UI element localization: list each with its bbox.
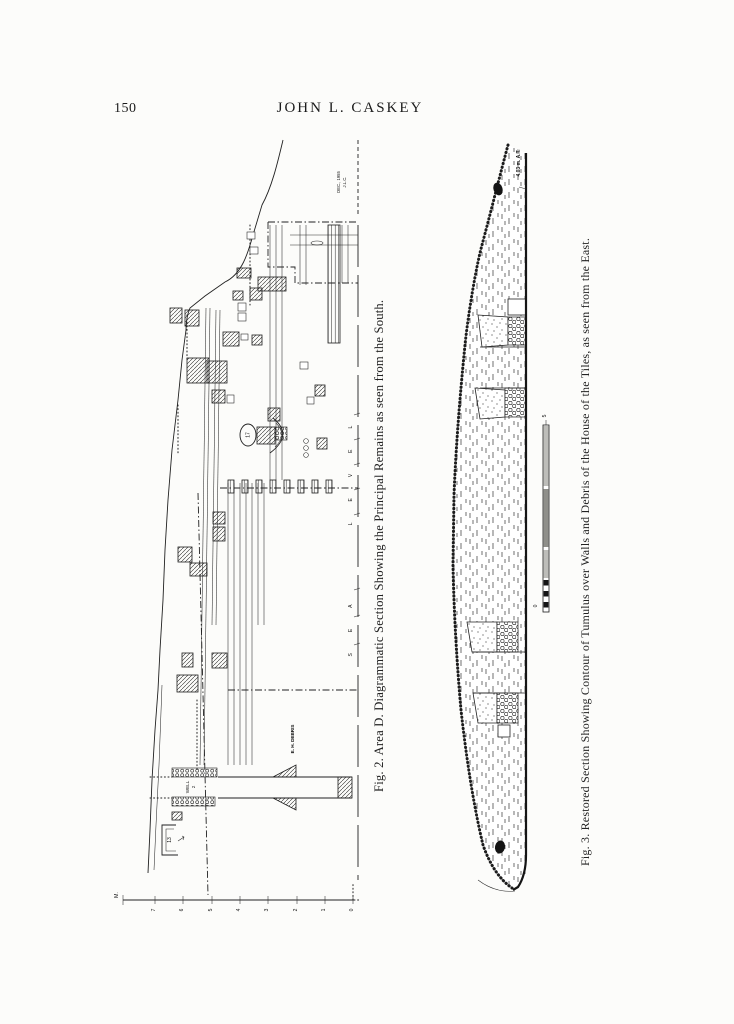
figure2-caption: Fig. 2. Area D. Diagrammatic Section Showing the Principal Remains as seen from the South. [372,299,386,792]
well-number-label: 2 [191,785,196,789]
sea-level-line [348,140,360,880]
block-13-label: 13 [167,837,173,843]
ground-contour [148,140,283,873]
well [150,725,352,810]
level-label: LEVEL [348,404,354,526]
scale-tick-3: 3 [264,908,270,912]
date-label: DEC., 1955 [336,171,341,193]
scale-top-label: 5 [542,414,548,418]
scale-tick-1: 1 [321,908,327,912]
scale-tick-0: 0 [349,908,355,912]
figure2-drawing [110,125,365,925]
block-17-label: 17 [245,432,252,438]
running-head: JOHN L. CASKEY [276,100,424,116]
figure3-drawing [420,135,565,910]
pillar-row [228,480,332,493]
scale-bottom-label: 0 [533,604,539,608]
well-label: WELL [185,780,190,794]
elevation-scale [114,883,360,911]
debris-label: E. H. DEBRIS [290,724,295,754]
initials-label: J.L.C. [342,176,347,188]
page-number: 150 [114,101,137,116]
scale-tick-6: 6 [179,908,185,912]
tumulus-debris-fill [453,145,526,888]
sea-label: SEA [348,583,354,657]
elevation-label: 4.03 m. A.T. [516,149,522,177]
figure3-caption: Fig. 3. Restored Section Showing Contour of Tumulus over Walls and Debris of the House of the Tiles, as seen from the East. [578,237,592,866]
masonry-blocks [170,225,340,820]
block-13 [162,825,184,855]
scale-bar [533,414,549,612]
scale-tick-7: 7 [151,908,157,912]
scale-tick-4: 4 [236,908,242,912]
scale-tick-2: 2 [293,908,299,912]
scale-tick-5: 5 [208,908,214,912]
scale-unit-label: M. [114,892,120,898]
